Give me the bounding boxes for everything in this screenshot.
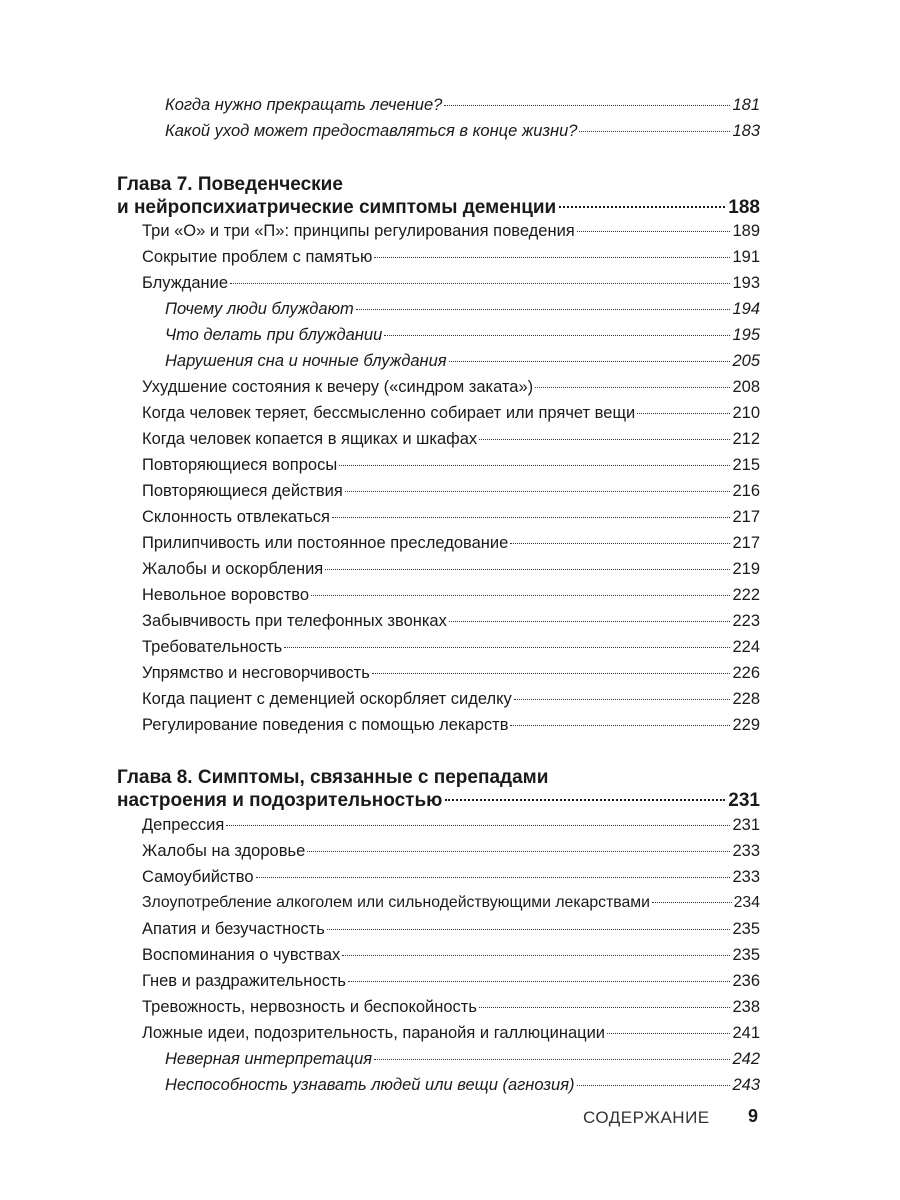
toc-entry-page: 195 <box>732 326 760 344</box>
dot-leader <box>445 799 725 801</box>
dot-leader <box>345 491 731 492</box>
chapter-8-heading <box>117 766 760 812</box>
toc-entry <box>142 221 760 241</box>
toc-entry-page: 212 <box>732 430 760 448</box>
toc-entry-title: Невольное воровство <box>142 586 310 604</box>
dot-leader <box>339 465 730 466</box>
toc-entry-title: Жалобы на здоровье <box>142 842 306 860</box>
toc-entry <box>142 247 760 267</box>
dot-leader <box>325 569 730 570</box>
toc-entry-title: Ухудшение состояния к вечеру («синдром заката») <box>142 378 534 396</box>
dot-leader <box>342 955 730 956</box>
toc-entry <box>142 689 760 709</box>
toc-entry <box>142 997 760 1017</box>
toc-entry <box>142 867 760 887</box>
dot-leader <box>449 621 731 622</box>
dot-leader <box>226 825 730 826</box>
toc-entry <box>142 1023 760 1043</box>
toc-entry-page: 215 <box>732 456 760 474</box>
toc-entry-title: Воспоминания о чувствах <box>142 946 341 964</box>
toc-entry <box>142 429 760 449</box>
toc-entry-page: 210 <box>732 404 760 422</box>
toc-entry-page: 223 <box>732 612 760 630</box>
toc-entry <box>142 971 760 991</box>
toc-entry <box>142 481 760 501</box>
toc-entry <box>142 919 760 939</box>
toc-entry-page: 183 <box>732 122 760 140</box>
toc-entry-title: Депрессия <box>142 816 225 834</box>
toc-entry-title: Почему люди блуждают <box>165 300 354 318</box>
toc-entry <box>165 95 760 115</box>
toc-entry <box>142 455 760 475</box>
toc-entry-page: 193 <box>732 274 760 292</box>
toc-entry <box>165 1075 760 1095</box>
dot-leader <box>327 929 731 930</box>
toc-entry <box>142 637 760 657</box>
toc-entry-title: Ложные идеи, подозрительность, паранойя и галлюцинации <box>142 1024 605 1042</box>
dot-leader <box>607 1033 730 1034</box>
dot-leader <box>577 231 731 232</box>
toc-entry-title: Забывчивость при телефонных звонках <box>142 612 447 630</box>
toc-entry <box>142 611 760 631</box>
dot-leader <box>559 206 725 208</box>
toc-entry-page: 222 <box>732 586 760 604</box>
dot-leader <box>374 257 730 258</box>
chapter-title-line1: Глава 8. Симптомы, связанные с перепадами <box>117 767 549 788</box>
chapter-page: 188 <box>728 197 760 218</box>
toc-entry-title: Нарушения сна и ночные блуждания <box>165 352 447 370</box>
toc-entry <box>165 1049 760 1069</box>
dot-leader <box>230 283 730 284</box>
toc-entry <box>142 815 760 835</box>
toc-entry-page: 216 <box>732 482 760 500</box>
toc-entry-page: 191 <box>732 248 760 266</box>
toc-entry-page: 233 <box>732 842 760 860</box>
dot-leader <box>284 647 730 648</box>
toc-entry-title: Какой уход может предоставляться в конце жизни? <box>165 122 578 140</box>
toc-entry-page: 224 <box>732 638 760 656</box>
dot-leader <box>449 361 731 362</box>
toc-entry <box>142 533 760 553</box>
toc-entry <box>165 351 760 371</box>
toc-entry-title: Когда человек теряет, бессмысленно собирает или прячет вещи <box>142 404 636 422</box>
toc-entry <box>142 945 760 965</box>
toc-entry-page: 242 <box>732 1050 760 1068</box>
dot-leader <box>384 335 730 336</box>
dot-leader <box>307 851 730 852</box>
toc-entry-page: 217 <box>732 534 760 552</box>
toc-entry-page: 241 <box>732 1024 760 1042</box>
toc-entry-title: Регулирование поведения с помощью лекарств <box>142 716 509 734</box>
toc-entry <box>142 377 760 397</box>
toc-entry-title: Апатия и безучастность <box>142 920 325 938</box>
toc-entry <box>142 841 760 861</box>
toc-entry-title: Требовательность <box>142 638 283 656</box>
toc-entry <box>142 663 760 683</box>
toc-entry-page: 233 <box>732 868 760 886</box>
toc-entry <box>142 507 760 527</box>
page-number: 9 <box>748 1106 759 1126</box>
running-footer-section: СОДЕРЖАНИЕ <box>583 1108 710 1127</box>
toc-entry-title: Неверная интерпретация <box>165 1050 373 1068</box>
dot-leader <box>479 1007 731 1008</box>
dot-leader <box>510 725 730 726</box>
dot-leader <box>444 105 730 106</box>
toc-entry <box>165 299 760 319</box>
dot-leader <box>356 309 731 310</box>
toc-entry-title: Блуждание <box>142 274 229 292</box>
toc-entry-title: Повторяющиеся действия <box>142 482 343 500</box>
toc-entry-title: Когда пациент с деменцией оскорбляет сиделку <box>142 690 512 708</box>
toc-entry-page: 238 <box>732 998 760 1016</box>
toc-entry <box>142 403 760 423</box>
toc-entry-page: 189 <box>732 222 760 240</box>
dot-leader <box>510 543 730 544</box>
dot-leader <box>637 413 730 414</box>
toc-entry-page: 234 <box>733 894 760 911</box>
toc-entry-page: 228 <box>732 690 760 708</box>
toc-entry-title: Когда человек копается в ящиках и шкафах <box>142 430 478 448</box>
toc-entry <box>142 273 760 293</box>
toc-entry-page: 229 <box>732 716 760 734</box>
dot-leader <box>652 902 732 903</box>
chapter-title-line2: настроения и подозрительностью <box>117 790 443 811</box>
toc-entry-title: Что делать при блуждании <box>165 326 383 344</box>
toc-entry <box>165 325 760 345</box>
chapter-title-line2: и нейропсихиатрические симптомы деменции <box>117 197 557 218</box>
toc-entry-page: 235 <box>732 920 760 938</box>
dot-leader <box>256 877 731 878</box>
toc-entry-page: 236 <box>732 972 760 990</box>
toc-entry-title: Повторяющиеся вопросы <box>142 456 338 474</box>
toc-entry-title: Прилипчивость или постоянное преследование <box>142 534 509 552</box>
toc-entry-title: Неспособность узнавать людей или вещи (агнозия) <box>165 1076 575 1094</box>
toc-entry <box>142 715 760 735</box>
chapter-7-heading <box>117 173 760 219</box>
toc-entry-title: Три «О» и три «П»: принципы регулирования поведения <box>142 222 575 240</box>
dot-leader <box>535 387 730 388</box>
toc-entry-title: Упрямство и несговорчивость <box>142 664 370 682</box>
toc-entry-title: Склонность отвлекаться <box>142 508 330 526</box>
chapter-page: 231 <box>728 790 760 811</box>
toc-entry-title: Тревожность, нервозность и беспокойность <box>142 998 477 1016</box>
dot-leader <box>348 981 730 982</box>
toc-entry-page: 226 <box>732 664 760 682</box>
chapter-title-line1: Глава 7. Поведенческие <box>117 174 343 195</box>
toc-entry <box>142 893 760 913</box>
toc-entry <box>142 585 760 605</box>
toc-entry-title: Когда нужно прекращать лечение? <box>165 96 443 114</box>
toc-entry-page: 217 <box>732 508 760 526</box>
toc-entry-title: Жалобы и оскорбления <box>142 560 324 578</box>
dot-leader <box>579 131 730 132</box>
dot-leader <box>372 673 731 674</box>
toc-entry-title: Сокрытие проблем с памятью <box>142 248 373 266</box>
dot-leader <box>374 1059 730 1060</box>
toc-entry-page: 243 <box>732 1076 760 1094</box>
dot-leader <box>332 517 730 518</box>
toc-entry-page: 219 <box>732 560 760 578</box>
dot-leader <box>311 595 730 596</box>
toc-entry-page: 231 <box>732 816 760 834</box>
toc-entry-title: Злоупотребление алкоголем или сильнодействующими лекарствами <box>142 894 650 911</box>
dot-leader <box>479 439 730 440</box>
toc-entry-page: 205 <box>732 352 760 370</box>
toc-entry-title: Самоубийство <box>142 868 254 886</box>
toc-entry-page: 208 <box>732 378 760 396</box>
dot-leader <box>577 1085 731 1086</box>
toc-entry-title: Гнев и раздражительность <box>142 972 346 990</box>
toc-entry <box>142 559 760 579</box>
toc-entry-page: 194 <box>732 300 760 318</box>
toc-entry-page: 181 <box>732 96 760 114</box>
toc-entry-page: 235 <box>732 946 760 964</box>
toc-entry <box>165 121 760 141</box>
dot-leader <box>514 699 731 700</box>
